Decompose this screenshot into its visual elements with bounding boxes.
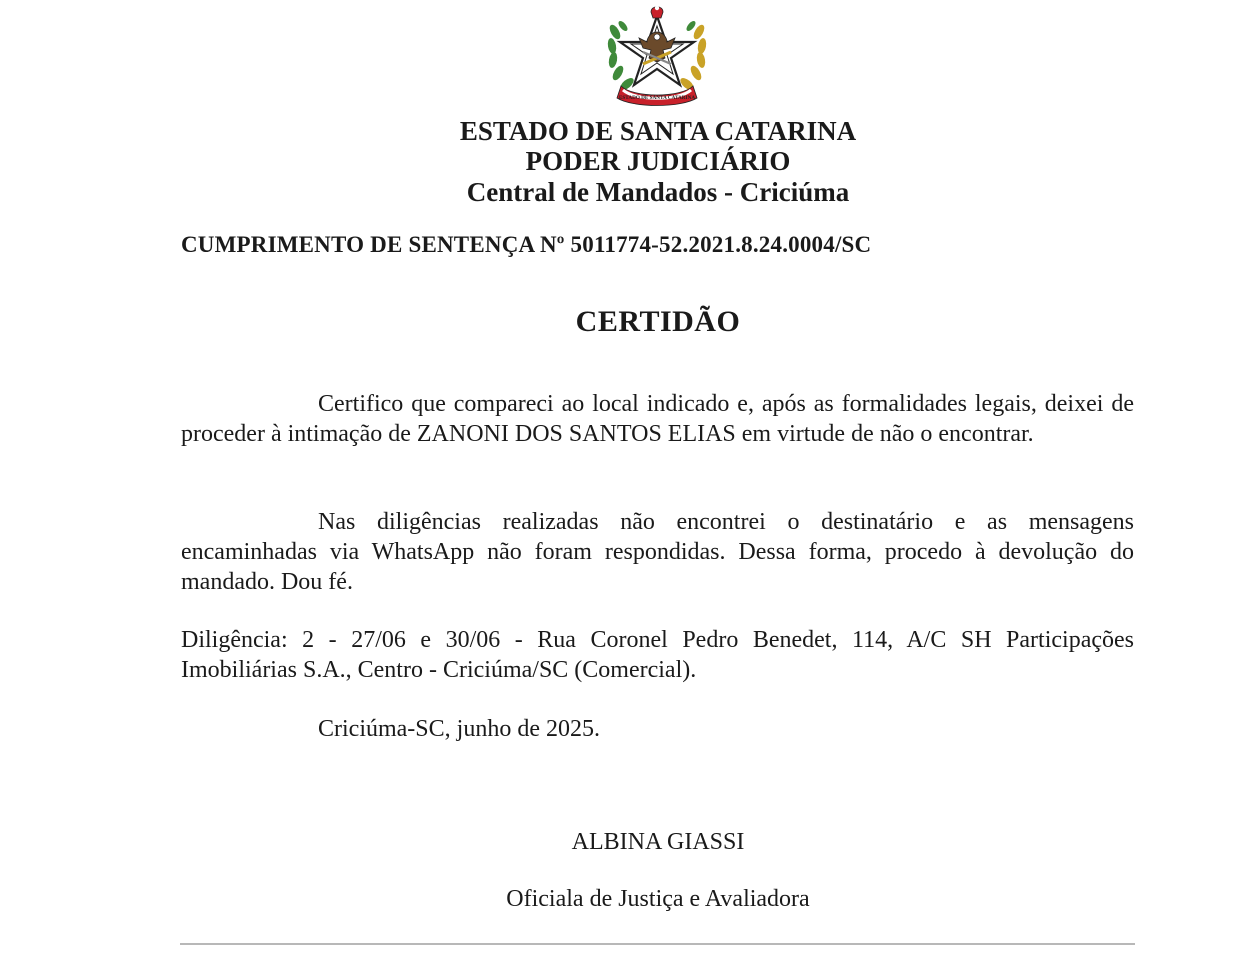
bottom-divider [180, 943, 1135, 945]
santa-catarina-coat-of-arms-icon [603, 2, 711, 110]
paragraph-certification: Certifico que compareci ao local indicado e, após as formalidades legais, deixei de proceder à intimação de ZANONI DOS SANTOS ELIAS em virtude de não o encontrar. [181, 391, 1134, 447]
ribbon-text: ESTADO DE SANTA CATARINA [618, 95, 696, 101]
place-date: Criciúma-SC, junho de 2025. [318, 716, 600, 742]
header-central: Central de Mandados - Criciúma [466, 177, 850, 207]
paragraph-diligences: Nas diligências realizadas não encontrei o destinatário e as mensagens encaminhadas via WhatsApp não foram respondidas. Dessa forma, procedo à devolução do mandado. Dou fé. [181, 509, 1134, 595]
paragraph-diligence-address: Diligência: 2 - 27/06 e 30/06 - Rua Coronel Pedro Benedet, 114, A/C SH Participações Imobiliárias S.A., Centro - Criciúma/SC (Comercial). [181, 627, 1134, 683]
signer-role: Oficiala de Justiça e Avaliadora [506, 886, 810, 912]
process-number: CUMPRIMENTO DE SENTENÇA Nº 5011774-52.2021.8.24.0004/SC [181, 232, 872, 257]
header-judiciary: PODER JUDICIÁRIO [525, 146, 791, 176]
header-state: ESTADO DE SANTA CATARINA [459, 116, 857, 146]
signer-name: ALBINA GIASSI [571, 829, 745, 855]
document-title: CERTIDÃO [575, 305, 741, 338]
